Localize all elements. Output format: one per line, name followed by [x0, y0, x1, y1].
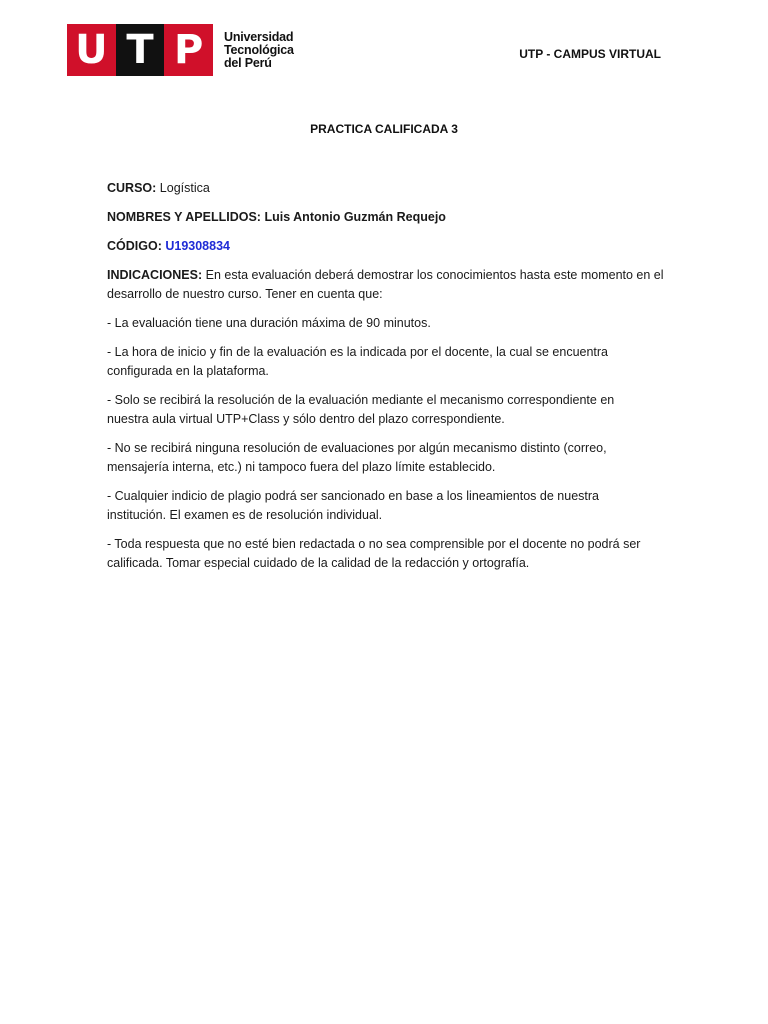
course-field: [107, 179, 663, 198]
instructions-paragraph: [107, 266, 663, 304]
code-field: [107, 237, 663, 256]
rule-line-1: - Toda respuesta que no esté bien redactada o no sea comprensible por el docente no podrá ser: [107, 537, 641, 551]
course-value: Logística: [159, 181, 210, 195]
names-label: NOMBRES Y APELLIDOS:: [107, 210, 261, 224]
names-field: [107, 208, 663, 227]
document-title: PRACTICA CALIFICADA 3: [310, 122, 458, 136]
instructions-line-1: [107, 266, 663, 285]
instructions-text-1: En esta evaluación deberá demostrar los conocimientos hasta este momento en el: [205, 268, 664, 282]
rule-line-2: calificada. Tomar especial cuidado de la calidad de la redacción y ortografía.: [107, 556, 530, 570]
rule-line-2: nuestra aula virtual UTP+Class y sólo dentro del plazo correspondiente.: [107, 412, 505, 426]
rule-line-1: - Solo se recibirá la resolución de la evaluación mediante el mecanismo correspondiente en: [107, 393, 615, 407]
rule-item: [107, 343, 663, 381]
logo-line-3: del Perú: [224, 55, 272, 70]
rule-line-1: - La hora de inicio y fin de la evaluación es la indicada por el docente, la cual se encuentra: [107, 345, 609, 359]
code-value: U19308834: [165, 239, 230, 253]
campus-label: UTP - CAMPUS VIRTUAL: [519, 47, 661, 61]
logo-letter-t: T: [116, 24, 165, 76]
instructions-label: INDICACIONES:: [107, 268, 203, 282]
rule-line-2: configurada en la plataforma.: [107, 364, 269, 378]
instructions-text-2: desarrollo de nuestro curso. Tener en cuenta que:: [107, 287, 383, 301]
course-label: CURSO:: [107, 181, 157, 195]
rule-line-2: mensajería interna, etc.) ni tampoco fuera del plazo límite establecido.: [107, 460, 496, 474]
logo-line-2: Tecnológica: [224, 42, 294, 57]
document-body: [107, 179, 663, 583]
rule-item: [107, 391, 663, 429]
rule-item: [107, 314, 663, 333]
rule-line-1: - La evaluación tiene una duración máxima de 90 minutos.: [107, 316, 431, 330]
logo-letter-u: U: [67, 24, 116, 76]
code-label: CÓDIGO:: [107, 239, 162, 253]
document-header: [67, 24, 667, 76]
rule-item: [107, 487, 663, 525]
logo-wordmark: [224, 31, 294, 70]
rule-item: [107, 535, 663, 573]
logo-letter-p: P: [164, 24, 213, 76]
rule-line-1: - No se recibirá ninguna resolución de evaluaciones por algún mecanismo distinto (correo,: [107, 441, 607, 455]
logo-mark: [67, 24, 213, 76]
logo-line-1: Universidad: [224, 29, 294, 44]
rule-line-2: institución. El examen es de resolución individual.: [107, 508, 383, 522]
rule-line-1: - Cualquier indicio de plagio podrá ser sancionado en base a los lineamientos de nuestra: [107, 489, 599, 503]
names-value: Luis Antonio Guzmán Requejo: [264, 210, 446, 224]
utp-logo: [67, 24, 294, 76]
rule-item: [107, 439, 663, 477]
